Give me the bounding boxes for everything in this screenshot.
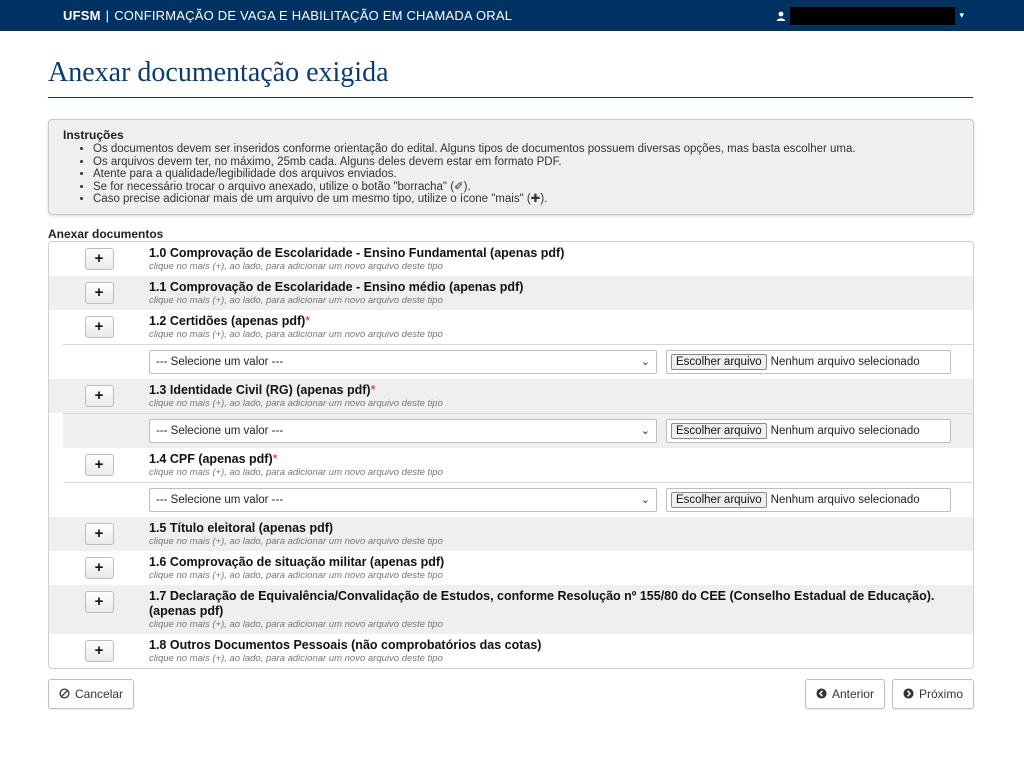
cancel-button[interactable] <box>48 679 134 709</box>
add-file-button[interactable]: + <box>85 640 114 662</box>
document-type-select[interactable] <box>149 419 657 443</box>
add-file-button[interactable]: + <box>85 523 114 545</box>
document-hint: clique no mais (+), ao lado, para adicionar um novo arquivo deste tipo <box>149 328 443 340</box>
document-row <box>49 310 973 344</box>
file-status: Nenhum arquivo selecionado <box>770 424 920 437</box>
document-type-select[interactable] <box>149 488 657 512</box>
add-file-button[interactable]: + <box>85 591 114 613</box>
document-row <box>49 448 973 482</box>
document-row <box>49 379 973 413</box>
app-brand[interactable] <box>63 8 512 23</box>
brand-logo-text: UFSM <box>63 8 101 23</box>
document-hint: clique no mais (+), ao lado, para adicionar um novo arquivo deste tipo <box>149 652 443 664</box>
document-hint: clique no mais (+), ao lado, para adicionar um novo arquivo deste tipo <box>149 466 443 478</box>
page-title: Anexar documentação exigida <box>48 57 973 98</box>
instruction-item: • Os arquivos devem ter, no máximo, 25mb cada. Alguns deles devem estar em formato PDF. <box>93 156 961 169</box>
document-hint: clique no mais (+), ao lado, para adicionar um novo arquivo deste tipo <box>149 535 443 547</box>
user-icon <box>776 11 786 21</box>
document-title-text: 1.4 CPF (apenas pdf) <box>149 451 273 466</box>
document-title <box>149 452 973 467</box>
instruction-item: • Os documentos devem ser inseridos conforme orientação do edital. Alguns tipos de documentos possuem diversas opções, mas basta escolher uma. <box>93 143 961 156</box>
document-hint: clique no mais (+), ao lado, para adicionar um novo arquivo deste tipo <box>149 294 443 306</box>
document-row <box>49 517 973 551</box>
documents-section-label: Anexar documentos <box>48 226 164 241</box>
document-title: 1.7 Declaração de Equivalência/Convalidação de Estudos, conforme Resolução nº 155/80 do CEE (Conselho Estadual de Educação). (apenas pdf) <box>149 588 935 618</box>
file-upload-row <box>63 482 973 517</box>
chevron-right-circle-icon <box>903 688 914 699</box>
file-upload-row <box>63 344 973 379</box>
document-title: 1.0 Comprovação de Escolaridade - Ensino Fundamental (apenas pdf) <box>149 245 565 260</box>
file-input[interactable] <box>666 419 951 443</box>
document-title: 1.5 Título eleitoral (apenas pdf) <box>149 520 334 535</box>
cancel-label: Cancelar <box>75 686 124 701</box>
chevron-left-circle-icon <box>816 688 827 699</box>
next-button[interactable] <box>892 679 974 709</box>
choose-file-button[interactable]: Escolher arquivo <box>671 354 767 370</box>
instruction-item: • Caso precise adicionar mais de um arquivo de um mesmo tipo, utilize o ícone "mais" (✚). <box>93 193 961 206</box>
document-hint: clique no mais (+), ao lado, para adicionar um novo arquivo deste tipo <box>149 260 443 272</box>
instruction-item: • Atente para a qualidade/legibilidade dos arquivos enviados. <box>93 168 961 181</box>
previous-label: Anterior <box>831 686 874 701</box>
document-title: 1.8 Outros Documentos Pessoais (não comprobatórios das cotas) <box>149 637 542 652</box>
document-title: 1.6 Comprovação de situação militar (apenas pdf) <box>149 554 445 569</box>
add-file-button[interactable]: + <box>85 385 114 407</box>
document-title: 1.1 Comprovação de Escolaridade - Ensino médio (apenas pdf) <box>149 279 524 294</box>
chevron-down-icon: ⌄ <box>640 425 650 437</box>
user-name-redacted <box>790 7 955 25</box>
instruction-item: • Se for necessário trocar o arquivo anexado, utilize o botão "borracha" (✐). <box>93 181 961 194</box>
app-title: CONFIRMAÇÃO DE VAGA E HABILITAÇÃO EM CHAMADA ORAL <box>114 8 513 23</box>
document-row <box>49 242 973 276</box>
choose-file-button[interactable]: Escolher arquivo <box>671 492 767 508</box>
file-status: Nenhum arquivo selecionado <box>770 493 920 506</box>
document-row <box>49 551 973 585</box>
brand-separator: | <box>105 8 110 23</box>
add-file-button[interactable]: + <box>85 454 114 476</box>
select-value: --- Selecione um valor --- <box>156 424 284 437</box>
main-content <box>0 57 1024 709</box>
document-title <box>149 383 973 398</box>
add-file-button[interactable]: + <box>85 282 114 304</box>
next-label: Próximo <box>918 686 963 701</box>
add-file-button[interactable]: + <box>85 248 114 270</box>
file-status: Nenhum arquivo selecionado <box>770 355 920 368</box>
choose-file-button[interactable]: Escolher arquivo <box>671 423 767 439</box>
file-upload-row <box>63 413 973 448</box>
required-marker: * <box>272 451 278 466</box>
document-row <box>49 585 973 634</box>
chevron-down-icon: ⌄ <box>640 494 650 506</box>
select-value: --- Selecione um valor --- <box>156 493 284 506</box>
previous-button[interactable] <box>805 679 885 709</box>
document-hint: clique no mais (+), ao lado, para adicionar um novo arquivo deste tipo <box>149 618 443 630</box>
instructions-list <box>63 143 961 206</box>
form-footer <box>48 679 974 709</box>
file-input[interactable] <box>666 488 951 512</box>
document-title-text: 1.3 Identidade Civil (RG) (apenas pdf) <box>149 382 371 397</box>
file-input[interactable] <box>666 350 951 374</box>
chevron-down-icon: ⌄ <box>640 356 650 368</box>
ban-icon <box>59 688 70 699</box>
top-navbar <box>0 0 1024 31</box>
document-title-text: 1.2 Certidões (apenas pdf) <box>149 313 306 328</box>
documents-list <box>48 241 974 669</box>
document-hint: clique no mais (+), ao lado, para adicionar um novo arquivo deste tipo <box>149 569 443 581</box>
document-title <box>149 314 973 329</box>
add-file-button[interactable]: + <box>85 557 114 579</box>
select-value: --- Selecione um valor --- <box>156 355 284 368</box>
required-marker: * <box>305 313 311 328</box>
document-row <box>49 276 973 310</box>
instructions-panel <box>48 119 974 215</box>
document-row <box>49 634 973 668</box>
document-hint: clique no mais (+), ao lado, para adicionar um novo arquivo deste tipo <box>149 397 443 409</box>
instructions-heading: Instruções <box>63 128 124 142</box>
user-menu[interactable] <box>776 7 964 25</box>
caret-down-icon: ▾ <box>959 10 964 20</box>
document-type-select[interactable] <box>149 350 657 374</box>
add-file-button[interactable]: + <box>85 316 114 338</box>
required-marker: * <box>370 382 376 397</box>
